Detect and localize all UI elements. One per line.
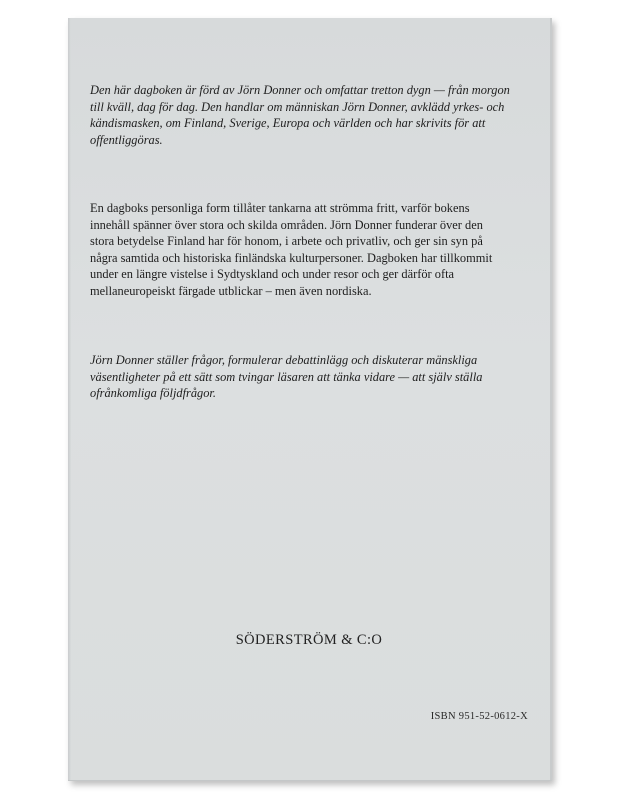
isbn-number: ISBN 951-52-0612-X [430, 711, 528, 722]
blurb-paragraph-3: Jörn Donner ställer frågor, formulerar debattinlägg och diskuterar mänskliga väsentligheter på ett sätt som tvingar läsaren att tänka vidare — att själv ställa ofrånkomliga följdfrågor. [90, 353, 483, 400]
cover-edge [68, 18, 71, 780]
blurb-paragraph-2: En dagboks personliga form tillåter tankarna att strömma fritt, varför bokens innehåll spänner över stora och skilda områden. Jörn Donner funderar över den stora betydelse Finland har för honom, i arbete och privatliv, och ger sin syn på några samtida och historiska finländska kulturpersoner. Dagboken har tillkommit under en längre vistelse i Sydtyskland och under resor och ger därför ofta mellaneuropeiskt färgade utblickar – men även nordiska. [90, 201, 493, 298]
blurb-paragraph-1: Den här dagboken är förd av Jörn Donner och omfattar tretton dygn — från morgon till kväll, dag för dag. Den handlar om människan Jörn Donner, avklädd yrkes- och kändismasken, om Finland, Sverige, Europa och världen och har skrivits för att offentliggöras. [90, 83, 510, 147]
publisher-name: SÖDERSTRÖM & C:O [235, 632, 383, 648]
